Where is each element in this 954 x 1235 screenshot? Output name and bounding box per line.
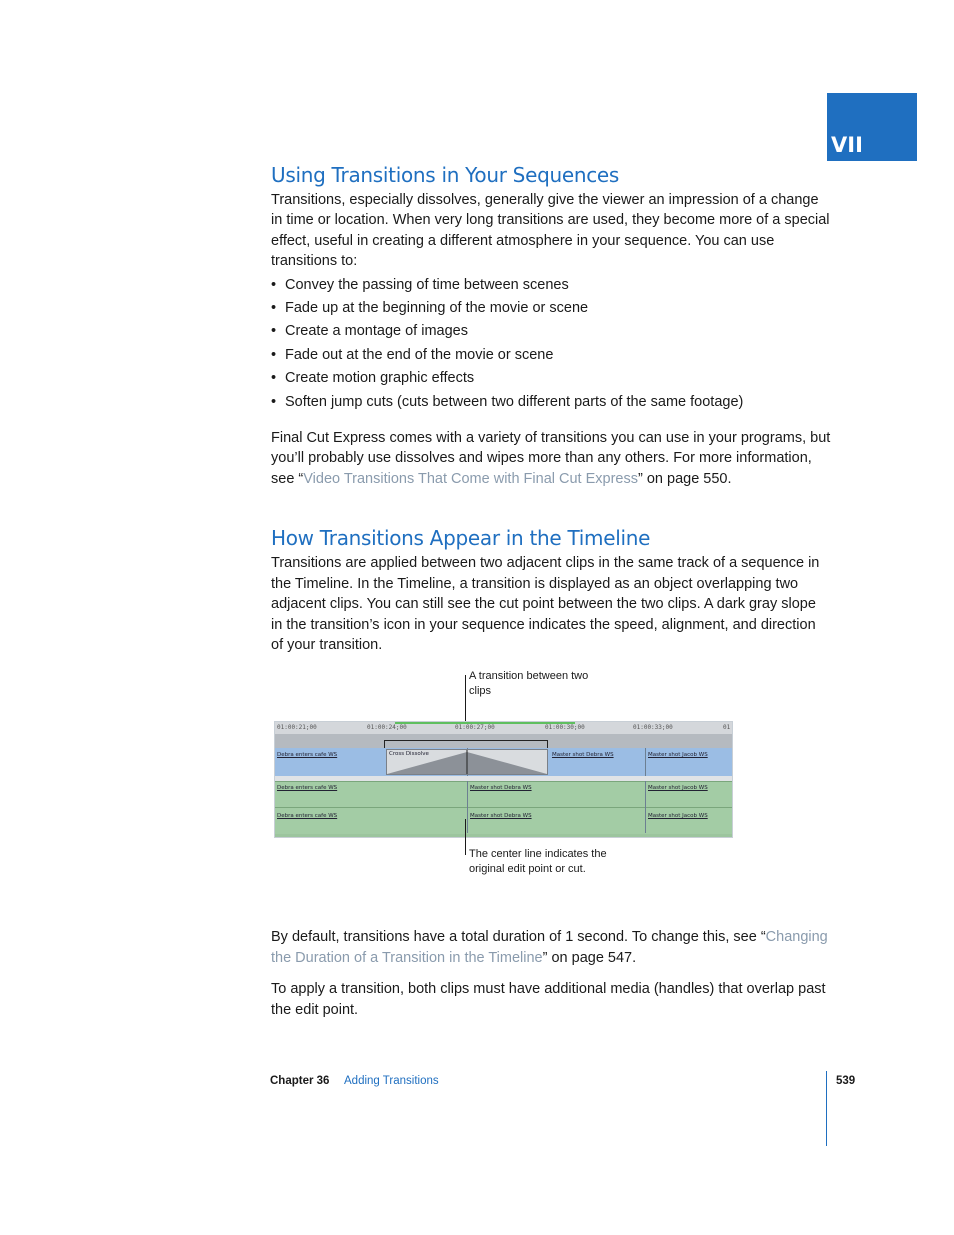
page-number: 539 [836, 1075, 856, 1087]
ruler-tick: 01:00:21;00 [277, 724, 317, 732]
clip-label[interactable]: Debra enters cafe WS [277, 752, 338, 759]
ruler-tick: 01:00:27;00 [455, 724, 495, 732]
transition-bracket [384, 740, 548, 748]
section-heading-how-transitions-appear: How Transitions Appear in the Timeline [271, 526, 651, 551]
link-changing-duration[interactable]: Changing the Duration of a Transition in the Timeline [271, 929, 828, 966]
uses-list [271, 275, 831, 412]
callout-line-bottom [465, 819, 466, 855]
list-item: • Convey the passing of time between scenes [271, 275, 831, 295]
timeline-screenshot [274, 721, 733, 838]
footer-chapter-title[interactable]: Adding Transitions [344, 1075, 439, 1087]
ruler-tick: 01:00:24;00 [367, 724, 407, 732]
clip-label[interactable]: Master shot Debra WS [552, 752, 614, 759]
clip-edge [467, 807, 468, 833]
section2-para2: By default, transitions have a total duration of 1 second. To change this, see “Changing the Duration of a Transition in the Timeline” on page 547. [271, 929, 828, 966]
clip-edge [645, 781, 646, 807]
part-number: VII [831, 133, 863, 157]
link-video-transitions[interactable]: Video Transitions That Come with Final Cut Express [303, 470, 638, 487]
ruler-tick: 01:00:33;00 [633, 724, 673, 732]
timeline-figure [271, 669, 831, 919]
part-tab [827, 93, 917, 161]
list-item: • Create a montage of images [271, 321, 831, 341]
clip-edge [645, 807, 646, 833]
list-item: • Create motion graphic effects [271, 368, 831, 388]
callout-top: A transition between two clips [469, 670, 589, 698]
transition-label: Cross Dissolve [389, 751, 429, 758]
clip-label[interactable]: Debra enters cafe WS [277, 813, 338, 820]
transition-slope-icon [387, 750, 547, 774]
callout-line-top [465, 675, 466, 723]
clip-label[interactable]: Master shot Jacob WS [648, 752, 708, 759]
footer-rule [826, 1071, 827, 1146]
footer-chapter: Chapter 36 [270, 1075, 330, 1087]
clip-label[interactable]: Master shot Jacob WS [648, 813, 708, 820]
list-item: • Soften jump cuts (cuts between two different parts of the same footage) [271, 392, 831, 412]
callout-bottom: The center line indicates the original edit point or cut. [469, 848, 607, 876]
ruler-tick: 01:00:30;00 [545, 724, 585, 732]
section2-para3: To apply a transition, both clips must have additional media (handles) that overlap past the edit point. [271, 981, 826, 1018]
ruler-tick: 01 [723, 724, 731, 732]
clip-label[interactable]: Master shot Debra WS [470, 785, 532, 792]
section1-para2: Final Cut Express comes with a variety of transitions you can use in your programs, but you’ll probably use dissolves and wipes more than any others. For more information, see “Video Transitions That Come with Final Cut Express” on page 550. [271, 430, 831, 487]
clip-label[interactable]: Master shot Jacob WS [648, 785, 708, 792]
audio-track-2[interactable] [275, 807, 732, 834]
clip-label[interactable]: Debra enters cafe WS [277, 785, 338, 792]
clip-edge [467, 781, 468, 807]
list-item: • Fade out at the end of the movie or scene [271, 345, 831, 365]
page-content [271, 160, 831, 1020]
section2-para1: Transitions are applied between two adjacent clips in the same track of a sequence in the Timeline. In the Timeline, a transition is displayed as an object overlapping two adjacent clips. You can still see the cut point between the two clips. A dark gray slope in the transition’s icon in your sequence indicates the speed, alignment, and direction of your transition. [271, 555, 820, 653]
clip-edge [645, 748, 646, 776]
list-item: • Fade up at the beginning of the movie or scene [271, 298, 831, 318]
section-heading-using-transitions: Using Transitions in Your Sequences [271, 163, 620, 187]
clip-label[interactable]: Master shot Debra WS [470, 813, 532, 820]
section1-intro: Transitions, especially dissolves, generally give the viewer an impression of a change in time or location. When very long transitions are used, they become more of a special effect, useful in creating a different atmosphere in your sequence. You can use transitions to: [271, 192, 830, 270]
timeline-ruler [275, 722, 732, 734]
cross-dissolve-transition[interactable] [386, 749, 548, 775]
